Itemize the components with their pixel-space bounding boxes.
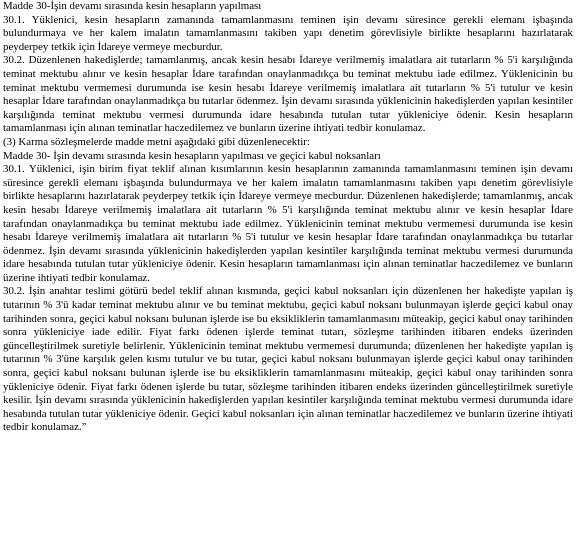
- paragraph-30-2: 30.2. Düzenlenen hakedişlerde; tamamlanmış, ancak kesin hesabı İdareye verilmemiş imalatlara ait tutarların % 5'i karşılığında teminat mektubu alınır ve kesin hesaplar İdare tarafından onaylanmadıkça bu teminat mektubu iade edilmez. Yüklenicinin bu teminat mektubu vermemesi durumunda ise kesin hesabı İdareye verilmemiş imalatlara ait tutarların % 5'i tutulur ve kesin hesaplar İdare tarafından onaylanmadıkça bu tutarlar ödenmez. İşin devamı sırasında yüklenicinin hakedişlerden yapılan kesintiler karşılığında teminat mektubu vermesi durumunda idare hesabında tutulan tutar yükleniciye ödenir. Kesin hesapların tamamlanması için alınan teminatlar haczedilemez ve bunların üzerine ihtiyati tedbir konulamaz.: [3, 54, 573, 135]
- mixed-contracts-note: (3) Karma sözleşmelerde madde metni aşağıdaki gibi düzenlenecektir:: [3, 135, 310, 148]
- article-heading: Madde 30-İşin devamı sırasında kesin hesapların yapılması: [3, 0, 262, 12]
- paragraph-30-1: 30.1. Yüklenici, kesin hesapların zamanında tamamlanmasını teminen işin devamı süresince gerekli elemanı işbaşında bulundurmaya ve her kalem imalatın tamamlanmasını takiben yapı denetim görevlisiyle birlikte hesaplarını hazırlatarak peyderpey tetkik için İdareye vermeye mecburdur.: [3, 13, 573, 53]
- paragraph-mixed-30-1: 30.1. Yüklenici, işin birim fiyat teklif alınan kısımlarının kesin hesaplarının zamanında tamamlanmasını teminen işin devamı süresince gerekli elemanı işbaşında bulundurmaya ve her kalem imalatın tamamlanmasını takiben yapı denetim görevlisiyle birlikte hesaplarını hazırlatarak peyderpey tetkik için İdareye vermeye mecburdur. Düzenlenen hakedişlerde; tamamlanmış, ancak kesin hesabı İdareye verilmemiş imalatlara ait tutarların % 5'i karşılığında teminat mektubu alınır ve kesin hesaplar İdare tarafından onaylanmadıkça bu teminat mektubu iade edilmez. Yüklenicinin teminat mektubu vermemesi durumunda ise kesin hesabı İdareye verilmemiş imalatlara ait tutarların % 5'i tutulur ve kesin hesaplar İdare tarafından onaylanmadıkça bu tutarlar ödenmez. İşin devamı sırasında yüklenicinin hakedişlerden yapılan kesintiler karşılığında teminat mektubu vermesi durumunda idare hesabında tutulan tutar yükleniciye ödenir. Kesin hesapların tamamlanması için alınan teminatlar haczedilemez ve bunların üzerine ihtiyati tedbir konulamaz.: [3, 163, 573, 284]
- paragraph-mixed-30-2: 30.2. İşin anahtar teslimi götürü bedel teklif alınan kısmında, geçici kabul noksanları için düzenlenen her hakedişte yapılan iş tutarının % 3'ü kadar teminat mektubu alınır ve bu teminat mektubu, geçici kabul noksanı bulunmayan işlerde geçici kabul onay tarihinden sonra, geçici kabul noksanı bulunan işlerde ise bu eksikliklerin tamamlanmasını müteakip, geçici kabul onay tarihinden sonra yükleniciye iade edilir. Fiyat farkı ödenen işlerde teminat tutarı, sözleşme tarihinden itibaren endeks üzerinden güncelleştirilmek suretiyle belirlenir. Yüklenicinin teminat mektubu vermemesi durumunda; düzenlenen her hakedişte yapılan iş tutarının % 3'üne karşılık gelen kısmı tutulur ve bu tutar, geçici kabul noksanı bulunmayan işlerde geçici kabul onay tarihinden sonra, geçici kabul noksanı bulunan işlerde ise bu eksikliklerin tamamlanmasını müteakip, geçici kabul onay tarihinden sonra yükleniciye ödenir. Fiyat farkı ödenen işlerde bu tutar, sözleşme tarihinden itibaren endeks üzerinden güncelleştirilmek suretiyle kesilir. İşin devamı sırasında yüklenicinin hakedişlerden yapılan kesintiler karşılığında teminat mektubu vermesi durumunda idare hesabında tutulan tutar yükleniciye ödenir. Geçici kabul noksanları için alınan teminatlar haczedilemez ve bunların üzerine ihtiyati tedbir konulamaz.”: [3, 285, 573, 434]
- article-heading-mixed: Madde 30- İşin devamı sırasında kesin hesapların yapılması ve geçici kabul noksanları: [3, 149, 381, 162]
